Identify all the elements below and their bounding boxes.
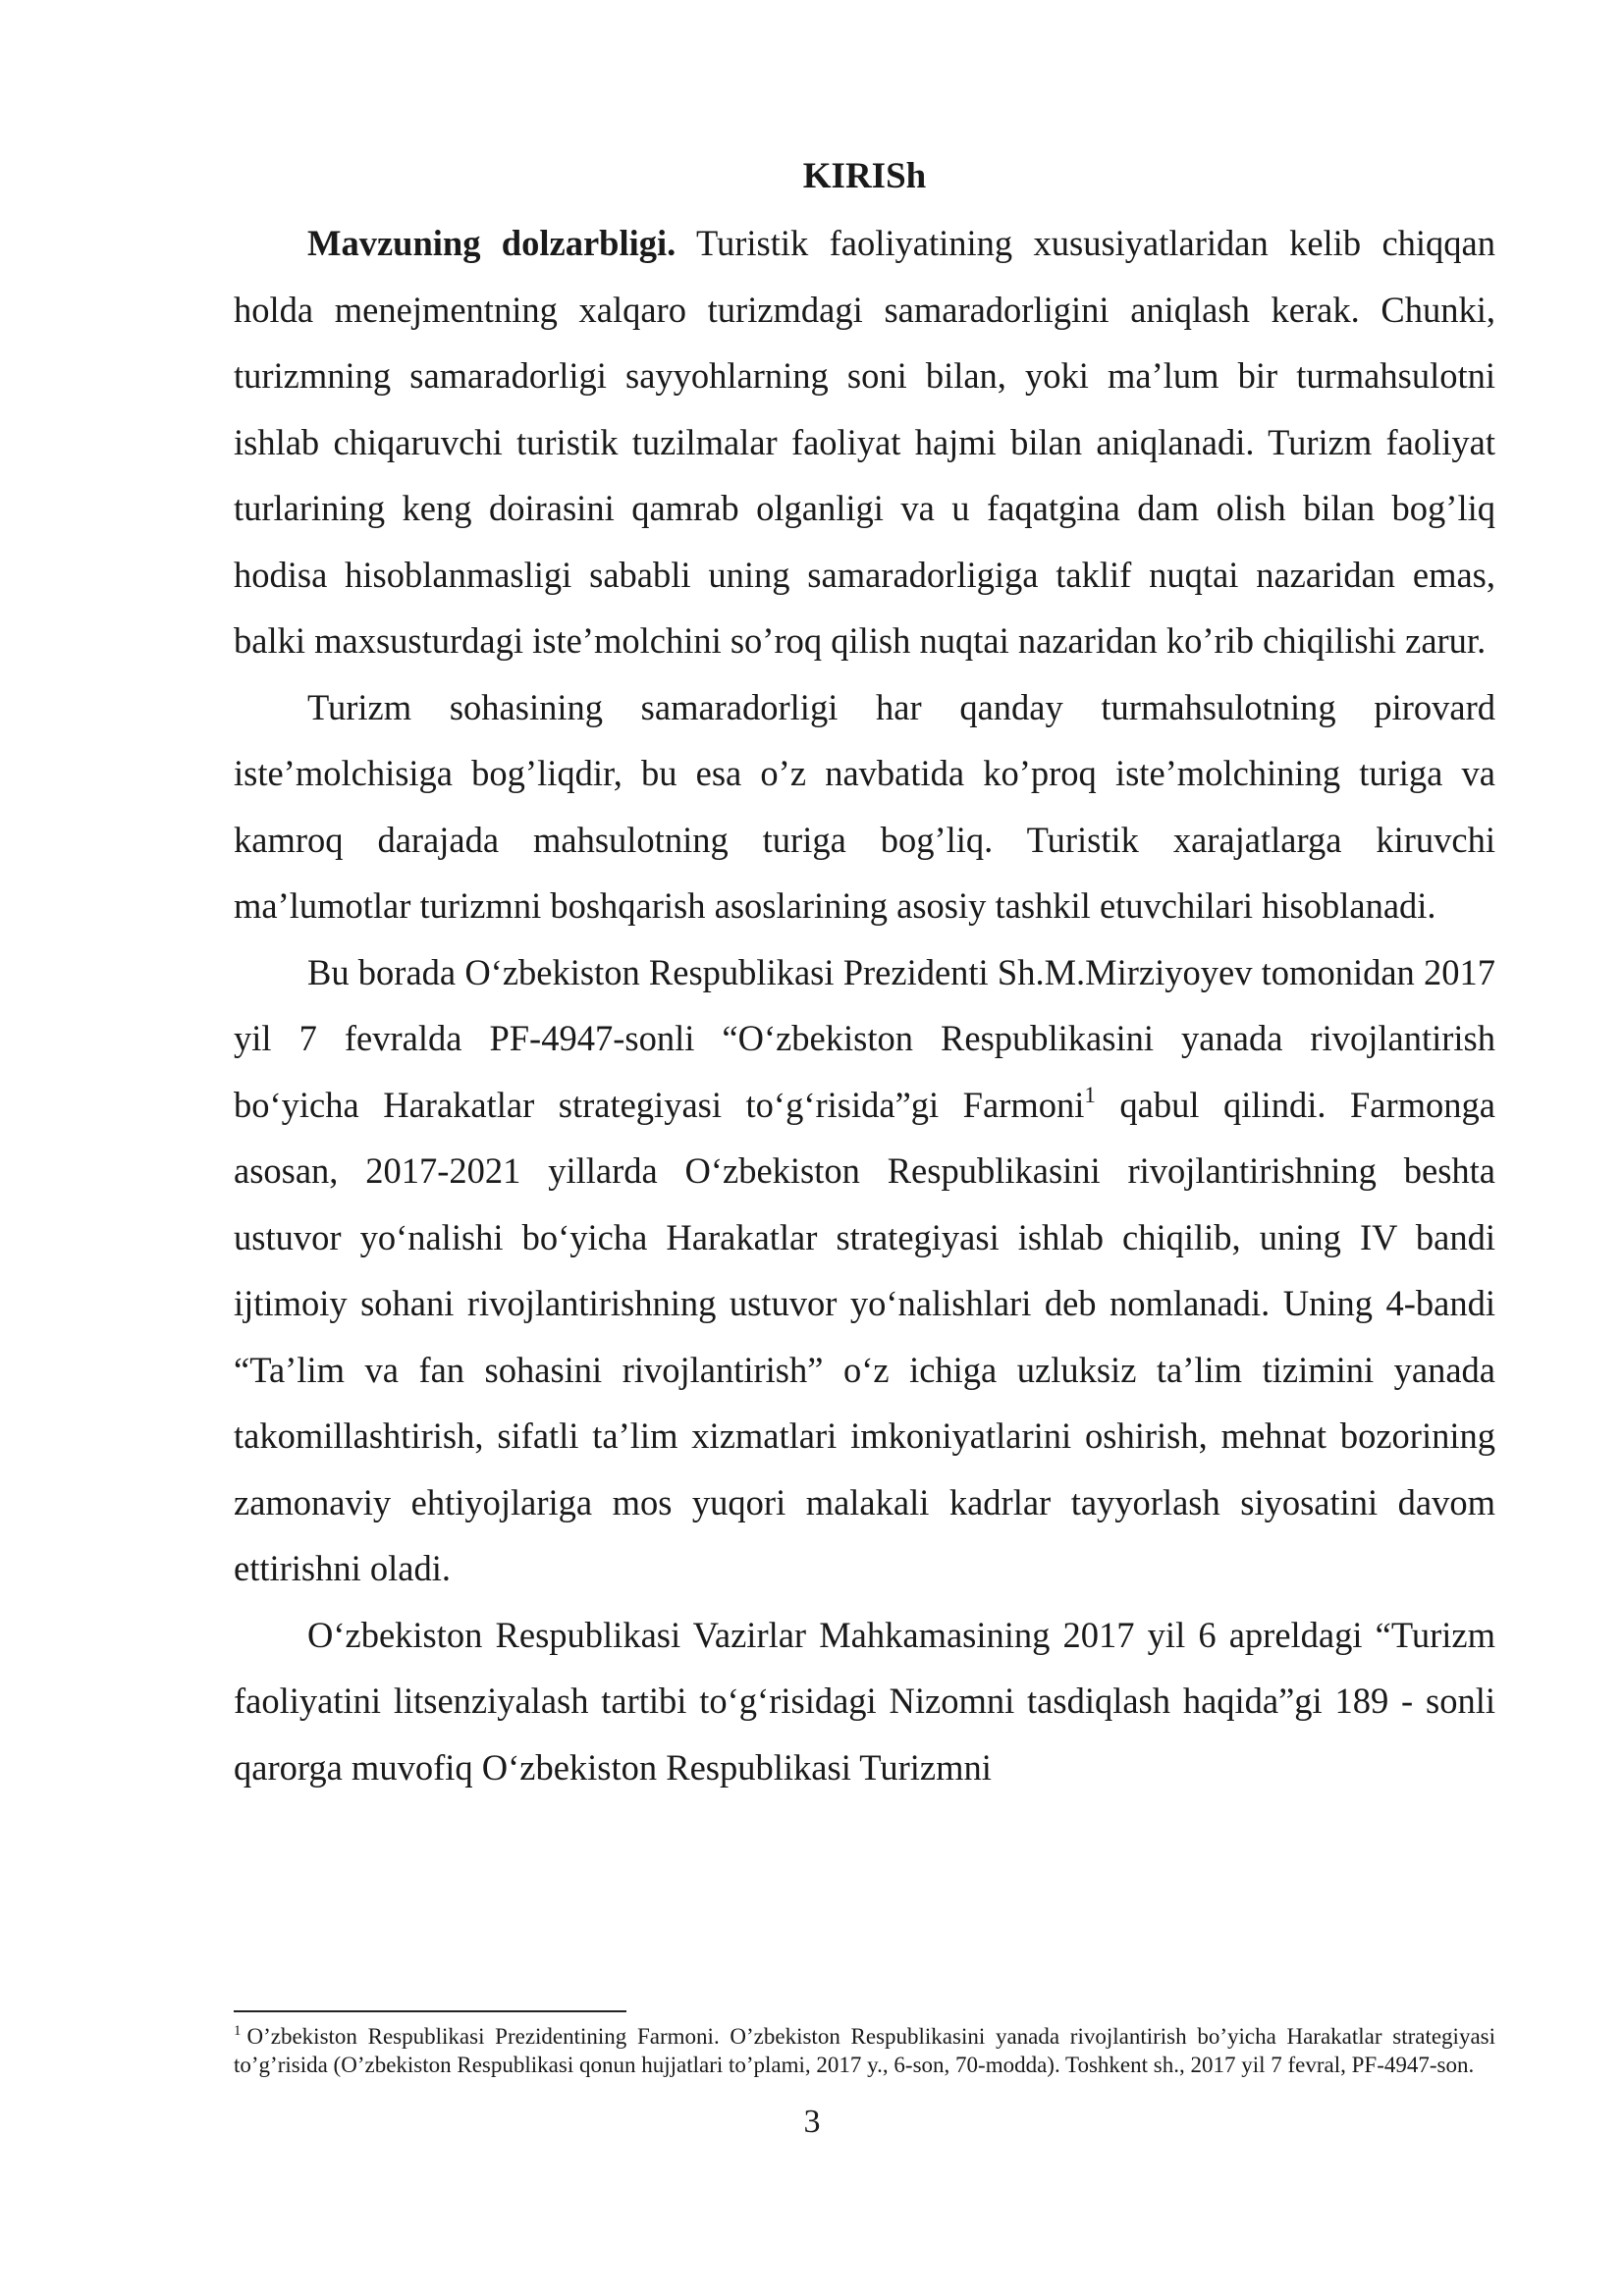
paragraph-text: Turizm sohasining samaradorligi har qanday turmahsulotning pirovard iste’molchisiga bog’liqdir, bu esa o’z navbatida ko’proq iste’molchining turiga va kamroq darajada mahsulotning turiga bog’liq. Turistik xarajatlarga kiruvchi ma’lumotlar turizmni boshqarish asoslarining asosiy tashkil etuvchilari hisoblanadi. — [234, 686, 1495, 926]
footnote-reference[interactable]: 1 — [1084, 1082, 1096, 1107]
paragraph-decree — [234, 939, 1495, 1602]
paragraph-efficiency — [234, 674, 1495, 939]
paragraph-resolution — [234, 1602, 1495, 1801]
page-number: 3 — [803, 2104, 821, 2140]
footnote — [234, 2022, 1495, 2079]
footnote-mark: 1 — [234, 2023, 242, 2039]
document-page — [234, 147, 1495, 1800]
paragraph-lead: Mavzuning dolzarbligi. — [307, 223, 677, 263]
paragraph-text: O‘zbekiston Respublikasi Vazirlar Mahkamasining 2017 yil 6 apreldagi “Turizm faoliyatini litsenziyalash tartibi to‘g‘risidagi Nizomni tasdiqlash haqida”gi 189 - sonli qarorga muvofiq O‘zbekiston Respublikasi Turizmni — [234, 1614, 1495, 1788]
paragraph-text-before-ref: Bu borada O‘zbekiston Respublikasi Prezidenti Sh.M.Mirziyoyev tomonidan 2017 yil 7 fevralda PF-4947-sonli “O‘zbekiston Respublikasini yanada rivojlantirish bo‘yicha Harakatlar strategiyasi to‘g‘risida”gi Farmoni — [234, 951, 1495, 1125]
paragraph-relevance — [234, 210, 1495, 674]
footnote-separator — [234, 2010, 626, 2012]
paragraph-text: Turistik faoliyatining xususiyatlaridan kelib chiqqan holda menejmentning xalqaro turizmdagi samaradorligini aniqlash kerak. Chunki, turizmning samaradorligi sayyohlarning soni bilan, yoki ma’lum bir turmahsulotni ishlab chiqaruvchi turistik tuzilmalar faoliyat hajmi bilan aniqlanadi. Turizm faoliyat turlarining keng doirasini qamrab olganligi va u faqatgina dam olish bilan bog’liq hodisa hisoblanmasligi sababli uning samaradorligiga taklif nuqtai nazaridan emas, balki maxsusturdagi iste’molchini so’roq qilish nuqtai nazaridan ko’rib chiqilishi zarur. — [234, 223, 1495, 661]
section-title: KIRISh — [802, 156, 927, 196]
footnote-text: O’zbekiston Respublikasi Prezidentining Farmoni. O’zbekiston Respublikasini yanada rivojlantirish bo’yicha Harakatlar strategiyasi to’g’risida (O’zbekiston Respublikasi qonun hujjatlari to’plami, 2017 y., 6-son, 70-modda). Toshkent sh., 2017 yil 7 fevral, PF-4947-son. — [234, 2024, 1495, 2077]
paragraph-text-after-ref: qabul qilindi. Farmonga asosan, 2017-2021 yillarda O‘zbekiston Respublikasini rivojlantirishning beshta ustuvor yo‘nalishi bo‘yicha Harakatlar strategiyasi ishlab chiqilib, uning IV bandi ijtimoiy sohani rivojlantirishning ustuvor yo‘nalishlari deb nomlanadi. Uning 4-bandi “Ta’lim va fan sohasini rivojlantirish” o‘z ichiga uzluksiz ta’lim tizimini yanada takomillashtirish, sifatli ta’lim xizmatlari imkoniyatlarini oshirish, mehnat bozorining zamonaviy ehtiyojlariga mos yuqori malakali kadrlar tayyorlash siyosatini davom ettirishni oladi. — [234, 1084, 1495, 1588]
